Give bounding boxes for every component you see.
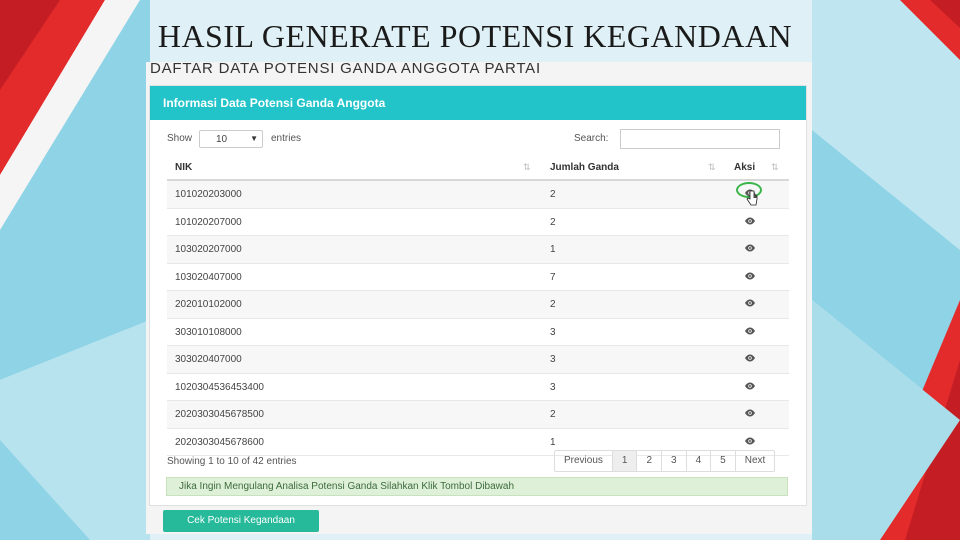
view-eye-icon[interactable] (744, 327, 756, 335)
cell-nik: 2020303045678600 (175, 436, 264, 448)
sort-icon[interactable]: ⇅ (771, 162, 779, 172)
view-eye-icon[interactable] (744, 217, 756, 225)
show-label: Show (167, 133, 193, 144)
pagination-page-4[interactable]: 4 (686, 451, 711, 471)
view-eye-icon[interactable] (744, 354, 756, 362)
cell-nik: 2020303045678500 (175, 409, 264, 420)
caret-down-icon: ▼ (250, 134, 258, 143)
cell-jumlah: 1 (550, 436, 556, 448)
sort-icon[interactable]: ⇅ (708, 162, 716, 172)
cell-jumlah: 7 (550, 271, 556, 283)
pagination-page-2[interactable]: 2 (636, 451, 661, 471)
cell-nik: 303020407000 (175, 354, 242, 365)
table-row (167, 236, 789, 264)
cell-jumlah: 1 (550, 244, 556, 255)
cell-jumlah: 2 (550, 216, 556, 228)
app-screenshot (146, 62, 812, 534)
table-row (167, 401, 789, 429)
pagination (554, 450, 775, 472)
table-header (167, 154, 789, 181)
table-row (167, 346, 789, 374)
data-panel (149, 85, 807, 506)
column-header-aksi[interactable]: Aksi (734, 162, 756, 173)
pagination-page-5[interactable]: 5 (710, 451, 735, 471)
pagination-next[interactable]: Next (735, 451, 775, 471)
cell-jumlah: 2 (550, 409, 556, 420)
cell-jumlah: 2 (550, 299, 556, 310)
table-row (167, 181, 789, 209)
page-heading: DAFTAR DATA POTENSI GANDA ANGGOTA PARTAI (150, 62, 541, 77)
table-row (167, 291, 789, 319)
cell-nik: 103020407000 (175, 271, 242, 283)
pagination-previous[interactable]: Previous (564, 455, 603, 466)
info-notice: Jika Ingin Mengulang Analisa Potensi Ganda Silahkan Klik Tombol Dibawah (166, 477, 788, 496)
cell-nik: 303010108000 (175, 326, 242, 338)
view-eye-icon[interactable] (744, 272, 756, 280)
cell-nik: 103020207000 (175, 244, 242, 255)
entries-select[interactable] (199, 130, 263, 148)
view-eye-icon[interactable] (744, 437, 756, 445)
table-row (167, 209, 789, 237)
search-input[interactable] (620, 129, 780, 149)
view-eye-icon[interactable] (744, 382, 756, 390)
pagination-page-1[interactable]: 1 (612, 451, 637, 471)
cek-potensi-button[interactable]: Cek Potensi Kegandaan (163, 510, 319, 532)
pagination-page-3[interactable]: 3 (661, 451, 686, 471)
panel-header: Informasi Data Potensi Ganda Anggota (150, 86, 806, 120)
table-info: Showing 1 to 10 of 42 entries (167, 456, 297, 467)
cell-nik: 202010102000 (175, 299, 242, 310)
table-row (167, 319, 789, 347)
table-controls (150, 129, 806, 151)
cell-nik: 101020207000 (175, 216, 242, 228)
table-row (167, 374, 789, 402)
sort-icon[interactable]: ⇅ (523, 162, 531, 172)
hand-cursor-icon (746, 190, 758, 206)
search-label: Search: (574, 133, 609, 144)
view-eye-icon[interactable] (744, 409, 756, 417)
table-body (167, 181, 789, 456)
cell-jumlah: 3 (550, 354, 556, 365)
cell-jumlah: 2 (550, 189, 556, 200)
view-eye-icon[interactable] (744, 244, 756, 252)
view-eye-icon[interactable] (744, 299, 756, 307)
entries-label: entries (271, 133, 302, 144)
cell-jumlah: 3 (550, 326, 556, 338)
table-row (167, 264, 789, 292)
column-header-jumlah[interactable]: Jumlah Ganda (550, 162, 619, 173)
cell-nik: 1020304536453400 (175, 381, 264, 393)
data-table (167, 154, 789, 456)
cell-jumlah: 3 (550, 381, 556, 393)
slide-title: HASIL GENERATE POTENSI KEGANDAAN (157, 18, 793, 54)
cell-nik: 101020203000 (175, 189, 242, 200)
entries-value: 10 (216, 134, 228, 145)
column-header-nik[interactable]: NIK (175, 162, 193, 173)
